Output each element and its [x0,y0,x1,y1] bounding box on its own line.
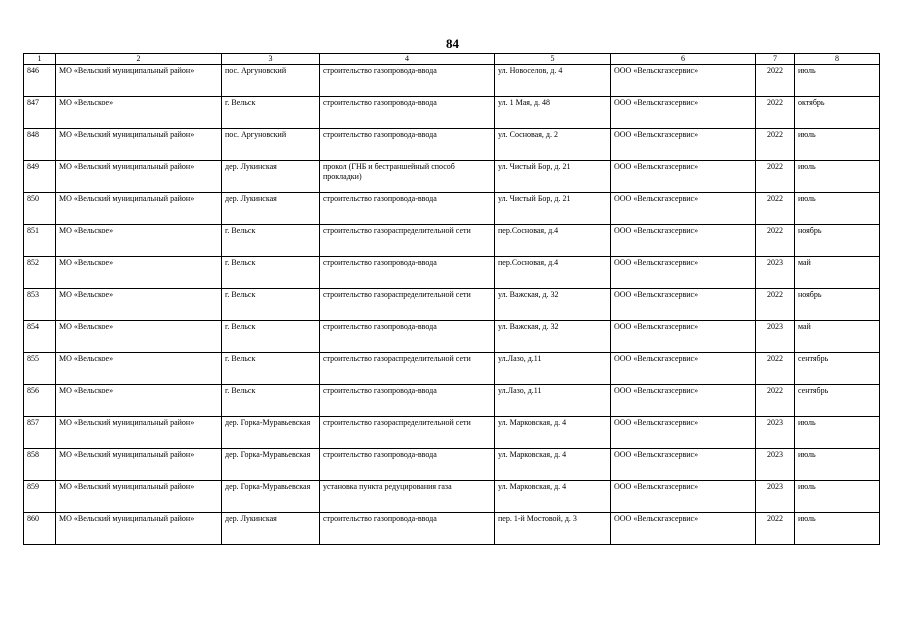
month-cell: июль [795,513,880,545]
month-cell: май [795,257,880,289]
address-cell: ул. Марковская, д. 4 [495,417,611,449]
municipality-cell: МО «Вельское» [56,353,222,385]
address-cell: пер.Сосновая, д.4 [495,225,611,257]
table-row [24,417,880,449]
work-type-cell: прокол (ГНБ и бестраншейный способ прокладки) [320,161,495,193]
address-cell: ул. Новоселов, д. 4 [495,65,611,97]
year-cell: 2022 [756,513,795,545]
municipality-cell: МО «Вельский муниципальный район» [56,65,222,97]
row-number-cell: 846 [24,65,56,97]
month-cell: сентябрь [795,353,880,385]
municipality-cell: МО «Вельское» [56,97,222,129]
month-cell: июль [795,129,880,161]
year-cell: 2023 [756,449,795,481]
municipality-cell: МО «Вельский муниципальный район» [56,449,222,481]
settlement-cell: г. Вельск [222,321,320,353]
work-type-cell: строительство газопровода-ввода [320,193,495,225]
table-row [24,353,880,385]
work-type-cell: строительство газопровода-ввода [320,385,495,417]
row-number-cell: 848 [24,129,56,161]
work-type-cell: установка пункта редуцирования газа [320,481,495,513]
settlement-cell: г. Вельск [222,257,320,289]
row-number-cell: 847 [24,97,56,129]
month-cell: май [795,321,880,353]
year-cell: 2022 [756,65,795,97]
month-cell: июль [795,481,880,513]
address-cell: ул. Сосновая, д. 2 [495,129,611,161]
column-header: 3 [222,54,320,65]
municipality-cell: МО «Вельское» [56,225,222,257]
year-cell: 2023 [756,257,795,289]
table-row [24,129,880,161]
municipality-cell: МО «Вельское» [56,385,222,417]
row-number-cell: 859 [24,481,56,513]
settlement-cell: г. Вельск [222,353,320,385]
table-row [24,449,880,481]
settlement-cell: г. Вельск [222,97,320,129]
address-cell: ул. Марковская, д. 4 [495,481,611,513]
work-type-cell: строительство газопровода-ввода [320,65,495,97]
municipality-cell: МО «Вельское» [56,321,222,353]
contractor-cell: ООО «Вельскгазсервис» [611,129,756,161]
row-number-cell: 849 [24,161,56,193]
contractor-cell: ООО «Вельскгазсервис» [611,161,756,193]
municipality-cell: МО «Вельский муниципальный район» [56,513,222,545]
contractor-cell: ООО «Вельскгазсервис» [611,321,756,353]
month-cell: июль [795,417,880,449]
year-cell: 2023 [756,321,795,353]
table-row [24,225,880,257]
municipality-cell: МО «Вельский муниципальный район» [56,129,222,161]
row-number-cell: 858 [24,449,56,481]
settlement-cell: г. Вельск [222,289,320,321]
month-cell: июль [795,193,880,225]
row-number-cell: 852 [24,257,56,289]
settlement-cell: дер. Горка-Муравьевская [222,481,320,513]
month-cell: ноябрь [795,225,880,257]
month-cell: июль [795,65,880,97]
table-header-row [24,54,880,65]
settlement-cell: дер. Лукинская [222,513,320,545]
table-row [24,385,880,417]
work-type-cell: строительство газопровода-ввода [320,513,495,545]
work-type-cell: строительство газопровода-ввода [320,97,495,129]
table-row [24,257,880,289]
contractor-cell: ООО «Вельскгазсервис» [611,417,756,449]
page-number: 84 [446,36,459,51]
row-number-cell: 856 [24,385,56,417]
row-number-cell: 857 [24,417,56,449]
month-cell: октябрь [795,97,880,129]
gas-works-table [23,53,880,545]
municipality-cell: МО «Вельское» [56,289,222,321]
work-type-cell: строительство газораспределительной сети [320,289,495,321]
address-cell: ул. Чистый Бор, д. 21 [495,193,611,225]
column-header: 2 [56,54,222,65]
contractor-cell: ООО «Вельскгазсервис» [611,449,756,481]
work-type-cell: строительство газораспределительной сети [320,353,495,385]
row-number-cell: 855 [24,353,56,385]
work-type-cell: строительство газопровода-ввода [320,257,495,289]
contractor-cell: ООО «Вельскгазсервис» [611,385,756,417]
year-cell: 2022 [756,225,795,257]
column-header: 1 [24,54,56,65]
column-header: 6 [611,54,756,65]
row-number-cell: 850 [24,193,56,225]
municipality-cell: МО «Вельский муниципальный район» [56,481,222,513]
contractor-cell: ООО «Вельскгазсервис» [611,353,756,385]
column-header: 5 [495,54,611,65]
address-cell: ул. Марковская, д. 4 [495,449,611,481]
settlement-cell: дер. Горка-Муравьевская [222,449,320,481]
month-cell: июль [795,449,880,481]
settlement-cell: г. Вельск [222,385,320,417]
contractor-cell: ООО «Вельскгазсервис» [611,289,756,321]
column-header: 4 [320,54,495,65]
municipality-cell: МО «Вельское» [56,257,222,289]
table-row [24,97,880,129]
year-cell: 2022 [756,161,795,193]
contractor-cell: ООО «Вельскгазсервис» [611,193,756,225]
table-row [24,321,880,353]
work-type-cell: строительство газопровода-ввода [320,129,495,161]
year-cell: 2022 [756,193,795,225]
municipality-cell: МО «Вельский муниципальный район» [56,193,222,225]
table-body [24,65,880,545]
contractor-cell: ООО «Вельскгазсервис» [611,481,756,513]
table-row [24,289,880,321]
year-cell: 2022 [756,289,795,321]
address-cell: пер.Сосновая, д.4 [495,257,611,289]
year-cell: 2023 [756,481,795,513]
year-cell: 2023 [756,417,795,449]
month-cell: ноябрь [795,289,880,321]
table-row [24,161,880,193]
column-header: 8 [795,54,880,65]
table-row [24,193,880,225]
work-type-cell: строительство газораспределительной сети [320,417,495,449]
month-cell: июль [795,161,880,193]
settlement-cell: дер. Лукинская [222,193,320,225]
municipality-cell: МО «Вельский муниципальный район» [56,417,222,449]
row-number-cell: 854 [24,321,56,353]
year-cell: 2022 [756,385,795,417]
address-cell: пер. 1-й Мостовой, д. 3 [495,513,611,545]
address-cell: ул. Важская, д. 32 [495,321,611,353]
table-row [24,481,880,513]
settlement-cell: дер. Лукинская [222,161,320,193]
month-cell: сентябрь [795,385,880,417]
row-number-cell: 851 [24,225,56,257]
address-cell: ул. 1 Мая, д. 48 [495,97,611,129]
contractor-cell: ООО «Вельскгазсервис» [611,97,756,129]
table-row [24,65,880,97]
address-cell: ул. Важская, д. 32 [495,289,611,321]
contractor-cell: ООО «Вельскгазсервис» [611,513,756,545]
row-number-cell: 860 [24,513,56,545]
table-row [24,513,880,545]
settlement-cell: дер. Горка-Муравьевская [222,417,320,449]
work-type-cell: строительство газопровода-ввода [320,321,495,353]
settlement-cell: пос. Аргуновский [222,65,320,97]
settlement-cell: г. Вельск [222,225,320,257]
municipality-cell: МО «Вельский муниципальный район» [56,161,222,193]
year-cell: 2022 [756,129,795,161]
work-type-cell: строительство газораспределительной сети [320,225,495,257]
column-header: 7 [756,54,795,65]
contractor-cell: ООО «Вельскгазсервис» [611,65,756,97]
address-cell: ул. Чистый Бор, д. 21 [495,161,611,193]
year-cell: 2022 [756,97,795,129]
settlement-cell: пос. Аргуновский [222,129,320,161]
year-cell: 2022 [756,353,795,385]
contractor-cell: ООО «Вельскгазсервис» [611,225,756,257]
contractor-cell: ООО «Вельскгазсервис» [611,257,756,289]
work-type-cell: строительство газопровода-ввода [320,449,495,481]
address-cell: ул.Лазо, д.11 [495,353,611,385]
address-cell: ул.Лазо, д.11 [495,385,611,417]
row-number-cell: 853 [24,289,56,321]
